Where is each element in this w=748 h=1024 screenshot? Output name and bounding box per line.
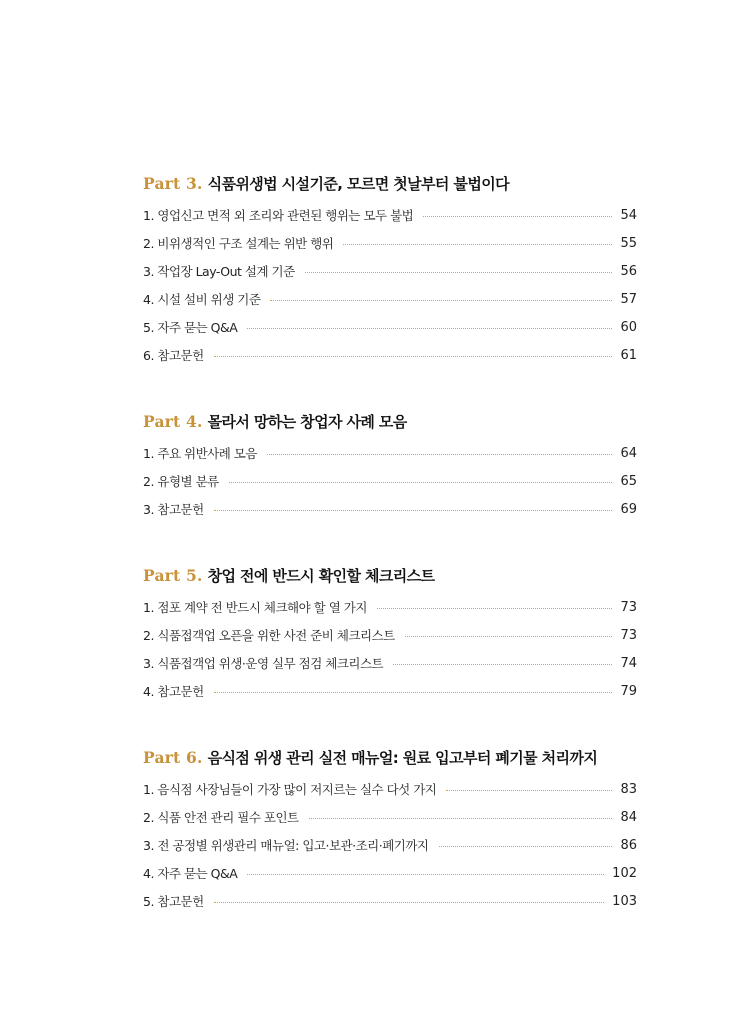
dot-leader: [214, 901, 604, 903]
dot-leader: [267, 453, 613, 455]
toc-entry-title: 6. 참고문헌: [143, 348, 204, 363]
toc-entry[interactable]: [143, 201, 637, 229]
part-label: Part 6.: [143, 747, 203, 767]
toc-entry-title: 3. 전 공정별 위생관리 매뉴얼: 입고·보관·조리·폐기까지: [143, 838, 429, 853]
part-label: Part 3.: [143, 173, 203, 193]
part-heading: [143, 168, 637, 198]
toc-entry-page: 69: [620, 501, 637, 517]
toc-item-list: [143, 775, 637, 915]
table-of-contents: [143, 168, 637, 915]
toc-entry-page: 54: [620, 207, 637, 223]
toc-entry-page: 65: [620, 473, 637, 489]
dot-leader: [229, 481, 613, 483]
dot-leader: [247, 873, 604, 875]
part-title: 음식점 위생 관리 실전 매뉴얼: 원료 입고부터 폐기물 처리까지: [207, 748, 598, 767]
toc-item-list: [143, 201, 637, 369]
dot-leader: [247, 327, 612, 329]
dot-leader: [423, 215, 612, 217]
toc-entry-title: 4. 자주 묻는 Q&A: [143, 866, 238, 881]
dot-leader: [405, 635, 613, 637]
toc-entry-title: 1. 점포 계약 전 반드시 체크해야 할 열 가지: [143, 600, 367, 615]
toc-entry[interactable]: [143, 341, 637, 369]
toc-entry-page: 60: [620, 319, 637, 335]
toc-entry[interactable]: [143, 775, 637, 803]
toc-entry-page: 102: [612, 865, 637, 881]
toc-item-list: [143, 593, 637, 705]
toc-entry-title: 5. 참고문헌: [143, 894, 204, 909]
toc-entry-title: 4. 시설 설비 위생 기준: [143, 292, 261, 307]
toc-entry-title: 5. 자주 묻는 Q&A: [143, 320, 238, 335]
dot-leader: [214, 691, 613, 693]
toc-entry-page: 55: [620, 235, 637, 251]
toc-part-6: [143, 742, 637, 915]
toc-entry-page: 103: [612, 893, 637, 909]
toc-entry-page: 83: [620, 781, 637, 797]
toc-entry-title: 3. 작업장 Lay-Out 설계 기준: [143, 264, 295, 279]
toc-part-4: [143, 406, 637, 523]
part-heading: [143, 406, 637, 436]
toc-entry[interactable]: [143, 285, 637, 313]
toc-entry[interactable]: [143, 439, 637, 467]
toc-entry-title: 3. 참고문헌: [143, 502, 204, 517]
toc-entry-page: 61: [620, 347, 637, 363]
toc-entry[interactable]: [143, 831, 637, 859]
toc-entry-title: 1. 음식점 사장님들이 가장 많이 저지르는 실수 다섯 가지: [143, 782, 437, 797]
dot-leader: [446, 789, 612, 791]
toc-entry[interactable]: [143, 649, 637, 677]
toc-entry[interactable]: [143, 677, 637, 705]
part-heading: [143, 742, 637, 772]
part-heading: [143, 560, 637, 590]
toc-entry[interactable]: [143, 257, 637, 285]
toc-entry-title: 3. 식품접객업 위생·운영 실무 점검 체크리스트: [143, 656, 384, 671]
toc-entry-page: 84: [620, 809, 637, 825]
toc-entry[interactable]: [143, 859, 637, 887]
toc-entry-title: 2. 유형별 분류: [143, 474, 219, 489]
toc-entry[interactable]: [143, 229, 637, 257]
toc-entry-title: 1. 영업신고 면적 외 조리와 관련된 행위는 모두 불법: [143, 208, 414, 223]
toc-entry-title: 2. 식품접객업 오픈을 위한 사전 준비 체크리스트: [143, 628, 395, 643]
part-label: Part 4.: [143, 411, 203, 431]
toc-entry-title: 2. 비위생적인 구조 설계는 위반 행위: [143, 236, 334, 251]
toc-part-3: [143, 168, 637, 369]
toc-entry-page: 74: [620, 655, 637, 671]
dot-leader: [393, 663, 612, 665]
toc-entry[interactable]: [143, 495, 637, 523]
toc-entry-page: 86: [620, 837, 637, 853]
dot-leader: [305, 271, 613, 273]
toc-entry[interactable]: [143, 621, 637, 649]
part-label: Part 5.: [143, 565, 203, 585]
dot-leader: [439, 845, 613, 847]
toc-entry-page: 73: [620, 599, 637, 615]
dot-leader: [270, 299, 612, 301]
dot-leader: [343, 243, 612, 245]
toc-entry[interactable]: [143, 887, 637, 915]
toc-entry-page: 73: [620, 627, 637, 643]
part-title: 식품위생법 시설기준, 모르면 첫날부터 불법이다: [207, 174, 509, 193]
dot-leader: [309, 817, 613, 819]
dot-leader: [214, 509, 613, 511]
part-title: 창업 전에 반드시 확인할 체크리스트: [207, 566, 435, 585]
part-title: 몰라서 망하는 창업자 사례 모음: [207, 412, 407, 431]
toc-entry-title: 1. 주요 위반사례 모음: [143, 446, 257, 461]
toc-entry-page: 64: [620, 445, 637, 461]
toc-part-5: [143, 560, 637, 705]
dot-leader: [214, 355, 613, 357]
toc-entry[interactable]: [143, 803, 637, 831]
toc-entry-page: 57: [620, 291, 637, 307]
toc-entry[interactable]: [143, 313, 637, 341]
toc-entry-page: 56: [620, 263, 637, 279]
dot-leader: [377, 607, 613, 609]
toc-item-list: [143, 439, 637, 523]
toc-entry[interactable]: [143, 593, 637, 621]
toc-entry[interactable]: [143, 467, 637, 495]
toc-entry-title: 2. 식품 안전 관리 필수 포인트: [143, 810, 299, 825]
toc-entry-title: 4. 참고문헌: [143, 684, 204, 699]
toc-entry-page: 79: [620, 683, 637, 699]
